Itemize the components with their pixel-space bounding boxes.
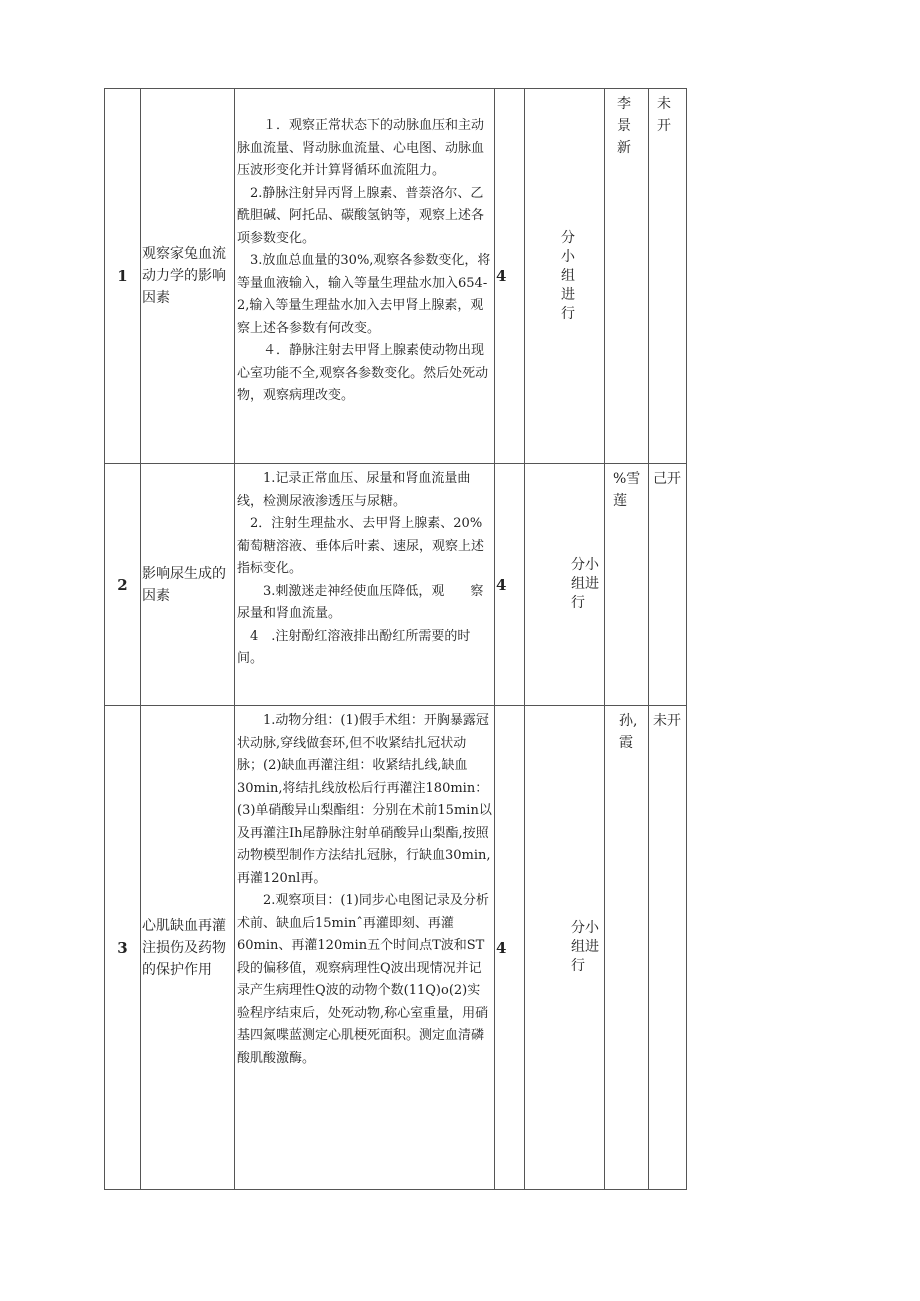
mode-cell: 分小 组进 行	[525, 706, 605, 1190]
content-paragraph: 4 .注射酚红溶液排出酚红所需要的时间。	[237, 628, 471, 666]
status-cell: 未 开	[649, 89, 687, 464]
content-paragraph: １．观察正常状态下的动脉血压和主动脉血流量、肾动脉血流量、心电图、动脉血压波形变化并计算肾循环血流阻力。	[237, 118, 485, 178]
experiment-content	[235, 706, 495, 1190]
row-number: 2	[105, 464, 141, 706]
status-cell: 未开	[649, 706, 687, 1190]
experiment-table	[104, 88, 687, 1190]
teacher-cell: 李 景新	[605, 89, 649, 464]
content-paragraph: 1.动物分组：(1)假手术组：开胸暴露冠状动脉,穿线做套环,但不收紧结扎冠状动脉；(2)缺血再灌注组：收紧结扎线,缺血30min,将结扎线放松后行再灌注180min：(3)单硝酸异山梨酯组：分别在术前15min以及再灌注Ih尾静脉注射单硝酸异山梨酯,按照动物模型制作方法结扎冠脉，行缺血30min,再灌120nl再。	[237, 713, 492, 886]
table-row	[105, 464, 687, 706]
hours-cell: 4	[495, 89, 525, 464]
status-cell: 己开	[649, 464, 687, 706]
experiment-name: 观察家兔血流 动力学的影响 因素	[141, 89, 235, 464]
experiment-content	[235, 89, 495, 464]
experiment-name: 心肌缺血再灌 注损伤及药物 的保护作用	[141, 706, 235, 1190]
experiment-content	[235, 464, 495, 706]
content-paragraph: 3.刺激迷走神经使血压降低，观 察尿量和肾血流量。	[237, 583, 484, 621]
content-paragraph: 2.静脉注射异丙肾上腺素、普萘洛尔、乙酰胆碱、阿托品、碳酸氢钠等，观察上述各项参数变化。	[237, 185, 485, 246]
experiment-name: 影响尿生成的 因素	[141, 464, 235, 706]
content-paragraph: 1.记录正常血压、尿量和肾血流量曲线，检测尿液渗透压与尿糖。	[237, 471, 471, 509]
content-paragraph: 2．注射生理盐水、去甲肾上腺素、20%葡萄糖溶液、垂体后叶素、速尿，观察上述指标变化。	[237, 516, 485, 576]
mode-cell: 分 小 组 进 行	[525, 89, 605, 464]
row-number: 3	[105, 706, 141, 1190]
teacher-cell: 孙, 霞	[605, 706, 649, 1190]
hours-cell: 4	[495, 706, 525, 1190]
table-row	[105, 89, 687, 464]
content-paragraph: 2.观察项目：(1)同步心电图记录及分析术前、缺血后15minˆ再灌即刻、再灌60min、再灌120min五个时间点T波和ST段的偏移值，观察病理性Q波出现情况并记录产生病理性Q波的动物个数(11Q)o(2)实验程序结束后，处死动物,称心室重量，用硝基四氮喋蓝测定心肌梗死面积。测定血清磷酸肌酸激酶。	[237, 893, 489, 1066]
content-paragraph: ４．静脉注射去甲肾上腺素使动物出现心室功能不全,观察各参数变化。然后处死动物，观察病理改变。	[237, 343, 489, 403]
table-row	[105, 706, 687, 1190]
content-paragraph: 3.放血总血量的30%,观察各参数变化，将等量血液输入，输入等量生理盐水加入654-2,输入等量生理盐水加入去甲肾上腺素，观察上述各参数有何改变。	[237, 253, 491, 336]
hours-cell: 4	[495, 464, 525, 706]
row-number: 1	[105, 89, 141, 464]
teacher-cell: %雪 莲	[605, 464, 649, 706]
mode-cell: 分小 组进 行	[525, 464, 605, 706]
